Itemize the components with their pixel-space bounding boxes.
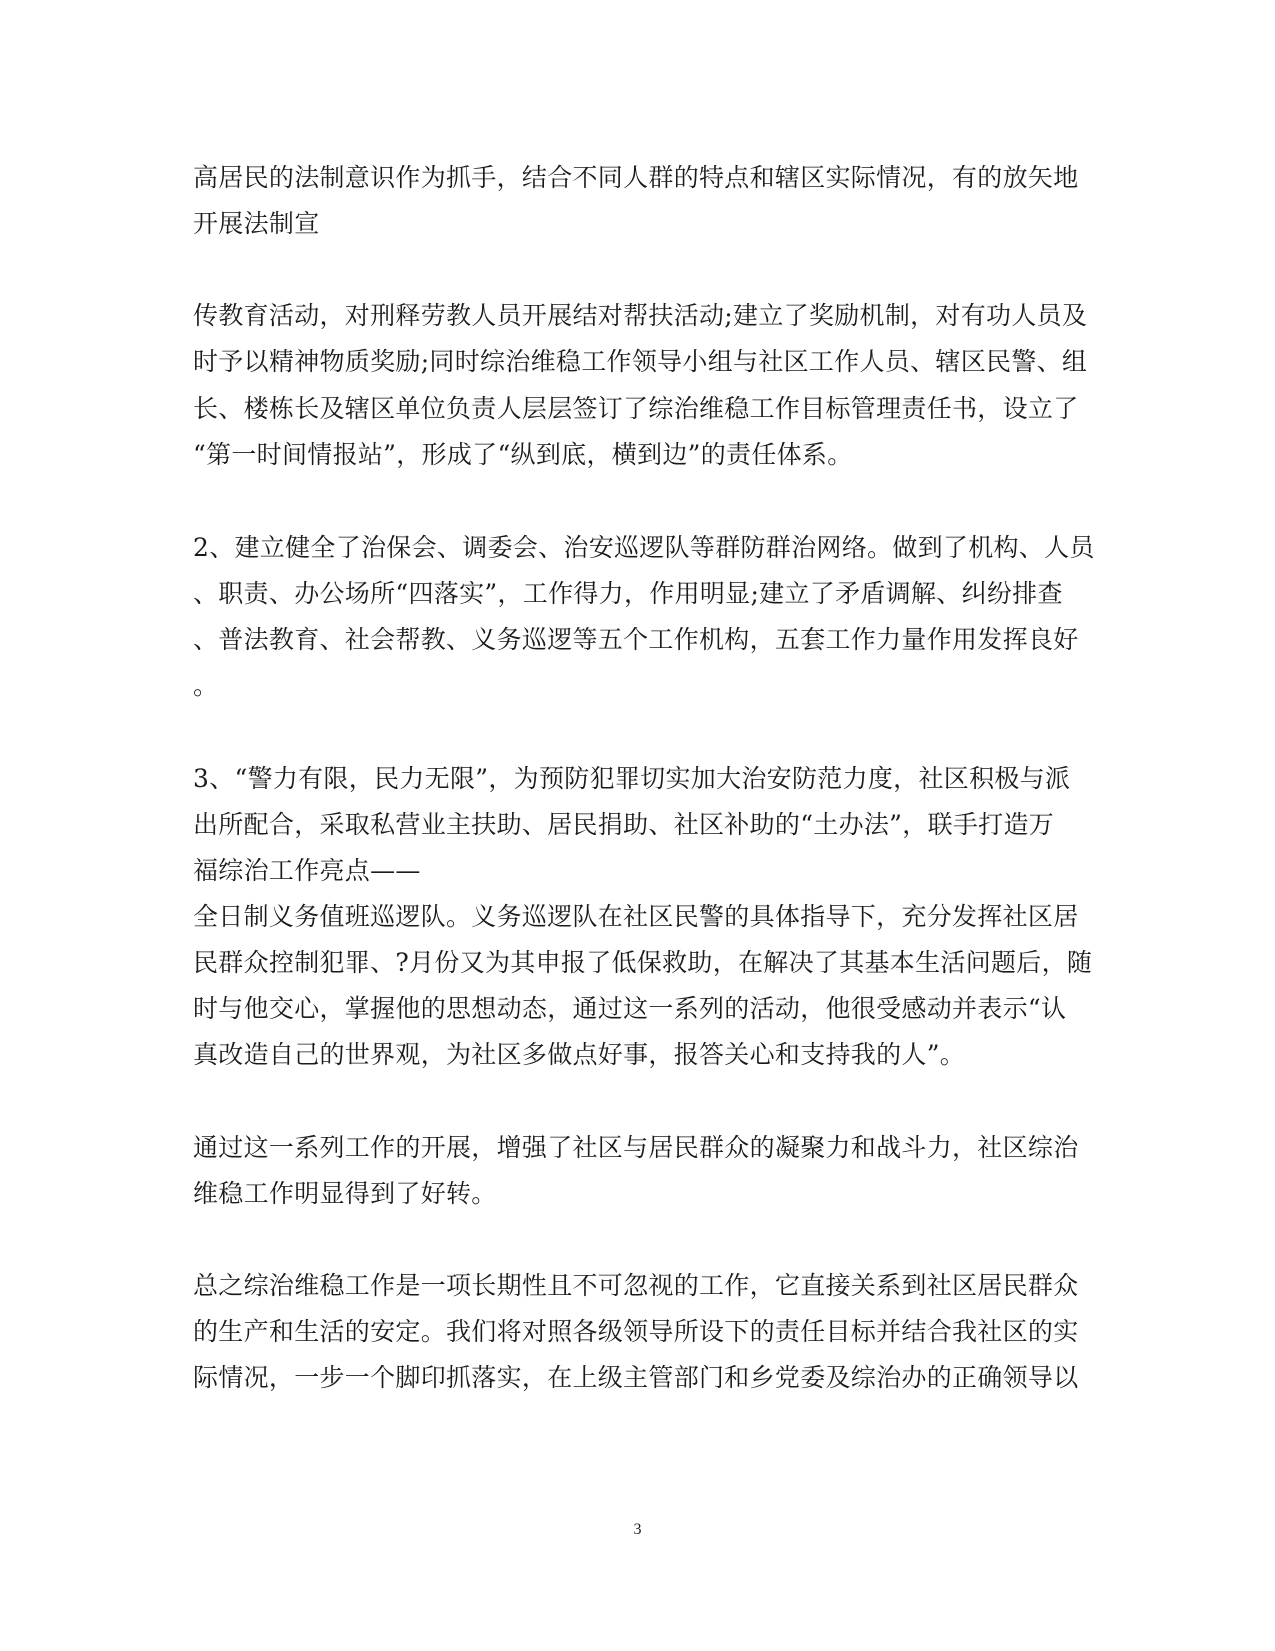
text-line: 民群众控制犯罪、?月份又为其申报了低保救助，在解决了其基本生活问题后，随	[193, 948, 1093, 977]
text-line: 长、楼栋长及辖区单位负责人层层签订了综治维稳工作目标管理责任书，设立了	[193, 394, 1079, 423]
text-line: 高居民的法制意识作为抓手，结合不同人群的特点和辖区实际情况，有的放矢地	[193, 163, 1079, 192]
text-line: 开展法制宣	[193, 209, 320, 238]
text-line: “第一时间情报站”，形成了“纵到底，横到边”的责任体系。	[193, 440, 853, 469]
text-line: 时予以精神物质奖励;同时综治维稳工作领导小组与社区工作人员、辖区民警、组	[193, 347, 1088, 376]
text-line: 总之综治维稳工作是一项长期性且不可忽视的工作，它直接关系到社区居民群众	[193, 1271, 1079, 1300]
text-line: 际情况，一步一个脚印抓落实，在上级主管部门和乡党委及综治办的正确领导以	[193, 1363, 1079, 1392]
text-line: 福综治工作亮点——	[193, 856, 421, 885]
text-line: 的生产和生活的安定。我们将对照各级领导所设下的责任目标并结合我社区的实	[193, 1317, 1079, 1346]
page-number: 3	[633, 1521, 642, 1538]
text-line: 传教育活动，对刑释劳教人员开展结对帮扶活动;建立了奖励机制，对有功人员及	[193, 301, 1088, 330]
text-line: 时与他交心，掌握他的思想动态，通过这一系列的活动，他很受感动并表示“认	[193, 994, 1067, 1023]
text-line: 、普法教育、社会帮教、义务巡逻等五个工作机构，五套工作力量作用发挥良好	[193, 625, 1079, 654]
text-line: 出所配合，采取私营业主扶助、居民捐助、社区补助的“土办法”，联手打造万	[193, 810, 1055, 839]
text-line: 。	[193, 671, 219, 700]
text-line: 全日制义务值班巡逻队。义务巡逻队在社区民警的具体指导下，充分发挥社区居	[193, 902, 1079, 931]
text-line: 2、建立健全了治保会、调委会、治安巡逻队等群防群治网络。做到了机构、人员	[193, 533, 1095, 562]
text-line: 通过这一系列工作的开展，增强了社区与居民群众的凝聚力和战斗力，社区综治	[193, 1133, 1079, 1162]
text-line: 维稳工作明显得到了好转。	[193, 1179, 497, 1208]
text-line: 真改造自己的世界观，为社区多做点好事，报答关心和支持我的人”。	[193, 1040, 966, 1069]
text-line: 3、“警力有限，民力无限”，为预防犯罪切实加大治安防范力度，社区积极与派	[193, 764, 1071, 793]
text-line: 、职责、办公场所“四落实”，工作得力，作用明显;建立了矛盾调解、纠纷排查	[193, 579, 1063, 608]
